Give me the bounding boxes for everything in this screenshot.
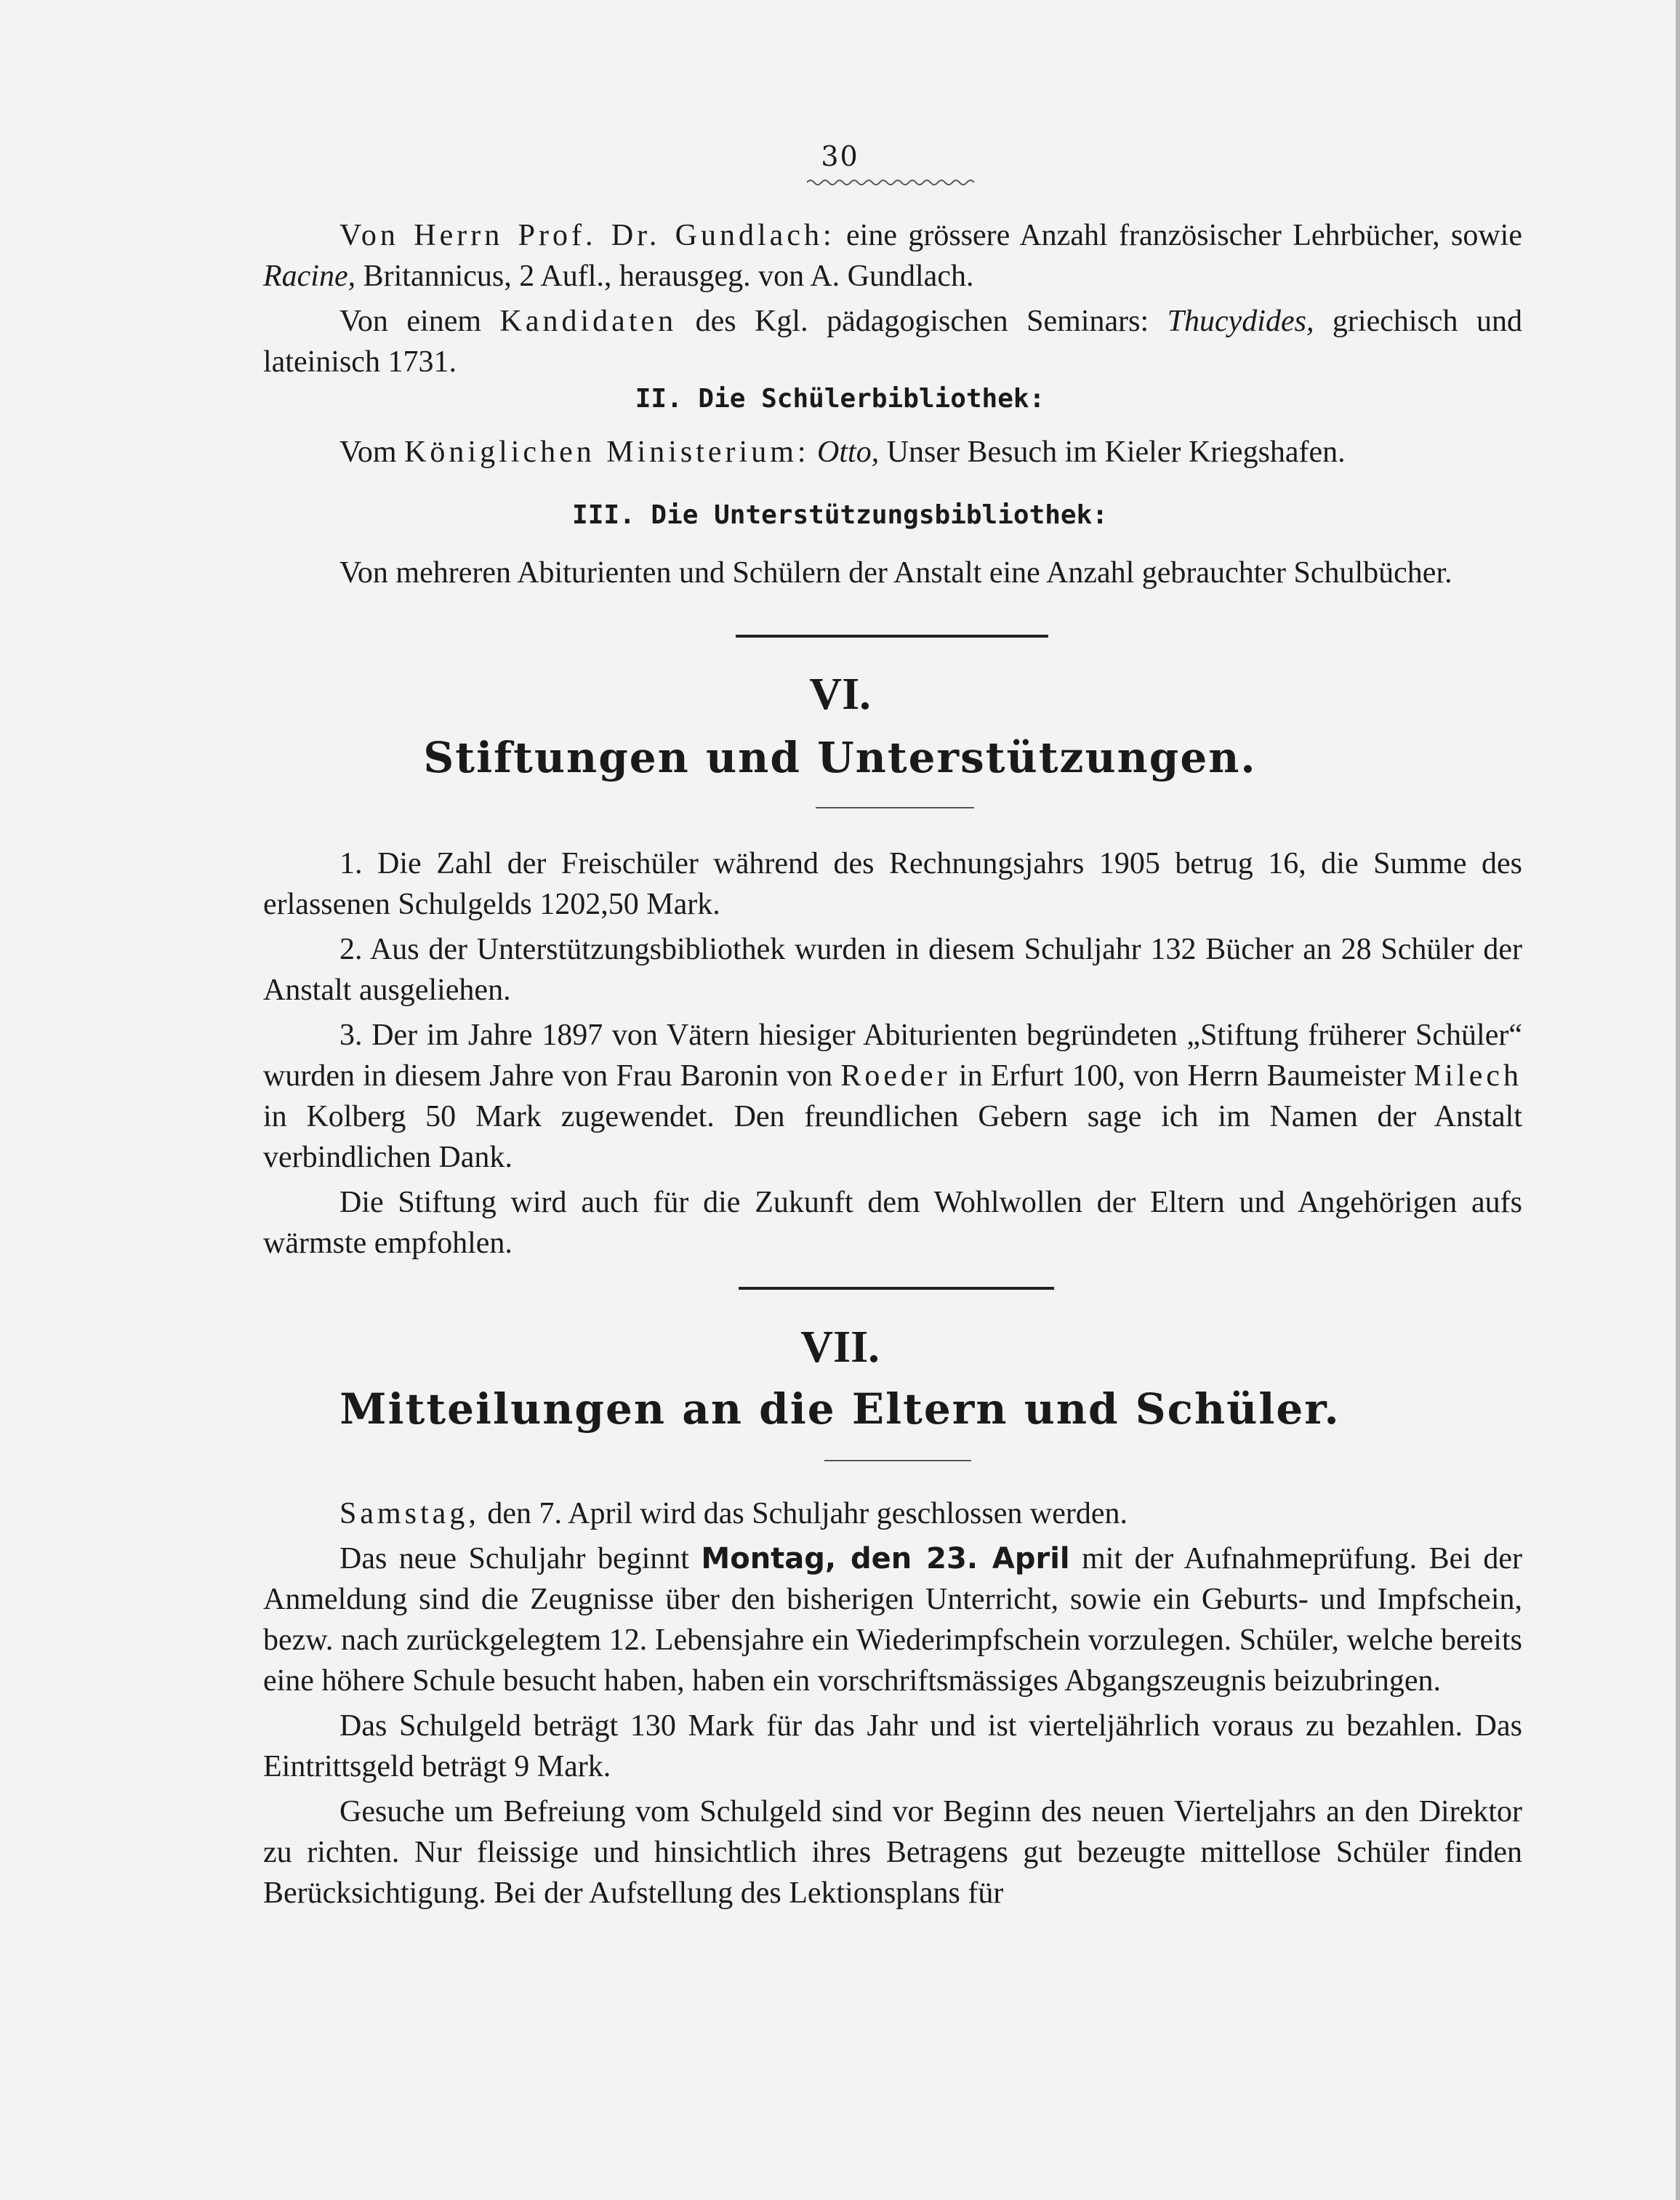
section-vi-paragraph-2: 2. Aus der Unterstützungsbibliothek wurden in diesem Schuljahr 132 Bücher an 28 Schüler der Anstalt ausgeliehen. xyxy=(263,933,1522,1007)
donations-block xyxy=(263,215,1522,382)
section-vii-paragraph-3: Das Schulgeld beträgt 130 Mark für das Jahr und ist vierteljährlich voraus zu bezahlen. Das Eintrittsgeld beträgt 9 Mark. xyxy=(263,1709,1522,1783)
section-vii-numeral: VII. xyxy=(800,1322,880,1372)
schuelerbibliothek-block xyxy=(263,432,1522,473)
donation-paragraph-kandidat: Von einem Kandidaten des Kgl. pädagogischen Seminars: Thucydides, griechisch und lateinisch 1731. xyxy=(263,305,1523,379)
page-number: 30 xyxy=(821,140,859,172)
section-vii-paragraph-4: Gesuche um Befreiung vom Schulgeld sind vor Beginn des neuen Vierteljahrs an den Direktor zu richten. Nur fleissige und hinsichtlich ihres Betragens gut bezeugte mittellose Schüler finden Berücksichtigung. Bei der Aufstellung des Lektionsplans für xyxy=(263,1795,1522,1910)
section-vii-paragraph-2: Das neue Schuljahr beginnt Montag, den 23. April mit der Aufnahmeprüfung. Bei der Anmeldung sind die Zeugnisse über den bisherigen Unterricht, sowie ein Geburts- und Impfschein, bezw. nach zurückgelegtem 12. Lebensjahre ein Wiederimpfschein vorzulegen. Schüler, welche bereits eine höhere Schule besucht haben, haben ein vorschriftsmässiges Abgangszeugnis beizubringen. xyxy=(263,1542,1522,1698)
section-divider-rule-2 xyxy=(739,1287,1054,1290)
section-vii-title-rule xyxy=(824,1460,971,1461)
page-number-ornament xyxy=(807,177,974,188)
section-vii-body xyxy=(263,1493,1522,1914)
section-divider-rule xyxy=(736,635,1048,638)
unterstuetzungsbibliothek-paragraph: Von mehreren Abiturienten und Schülern der Anstalt eine Anzahl gebrauchter Schulbücher. xyxy=(339,556,1452,590)
unterstuetzungsbibliothek-heading: III. Die Unterstützungsbibliothek: xyxy=(572,500,1108,530)
section-vi-title-rule xyxy=(816,807,974,808)
section-vii-paragraph-1: Samstag, den 7. April wird das Schuljahr geschlossen werden. xyxy=(339,1497,1128,1530)
unterstuetzungsbibliothek-block xyxy=(263,553,1522,593)
section-vi-numeral: VI. xyxy=(809,670,871,719)
section-vi-title: Stiftungen und Unterstützungen. xyxy=(423,733,1257,782)
schuelerbibliothek-heading: II. Die Schülerbibliothek: xyxy=(635,384,1045,414)
donation-paragraph-gundlach: Von Herrn Prof. Dr. Gundlach: eine grössere Anzahl französischer Lehrbücher, sowie Racine, Britannicus, 2 Aufl., herausgeg. von A. Gundlach. xyxy=(263,219,1522,293)
section-vii-title: Mitteilungen an die Eltern und Schüler. xyxy=(339,1384,1341,1434)
section-vi-paragraph-4: Die Stiftung wird auch für die Zukunft dem Wohlwollen der Eltern und Angehörigen aufs wärmste empfohlen. xyxy=(263,1186,1522,1260)
section-vi-paragraph-1: 1. Die Zahl der Freischüler während des Rechnungsjahrs 1905 betrug 16, die Summe des erlassenen Schulgelds 1202,50 Mark. xyxy=(263,847,1522,921)
section-vi-paragraph-3: 3. Der im Jahre 1897 von Vätern hiesiger Abiturienten begründeten „Stiftung früherer Schüler“ wurden in diesem Jahre von Frau Baronin von Roeder in Erfurt 100, von Herrn Baumeister Milech in Kolberg 50 Mark zugewendet. Den freundlichen Gebern sage ich im Namen der Anstalt verbindlichen Dank. xyxy=(263,1019,1522,1174)
section-vi-body xyxy=(263,843,1522,1264)
schuelerbibliothek-paragraph: Vom Königlichen Ministerium: Otto, Unser Besuch im Kieler Kriegshafen. xyxy=(339,435,1346,469)
